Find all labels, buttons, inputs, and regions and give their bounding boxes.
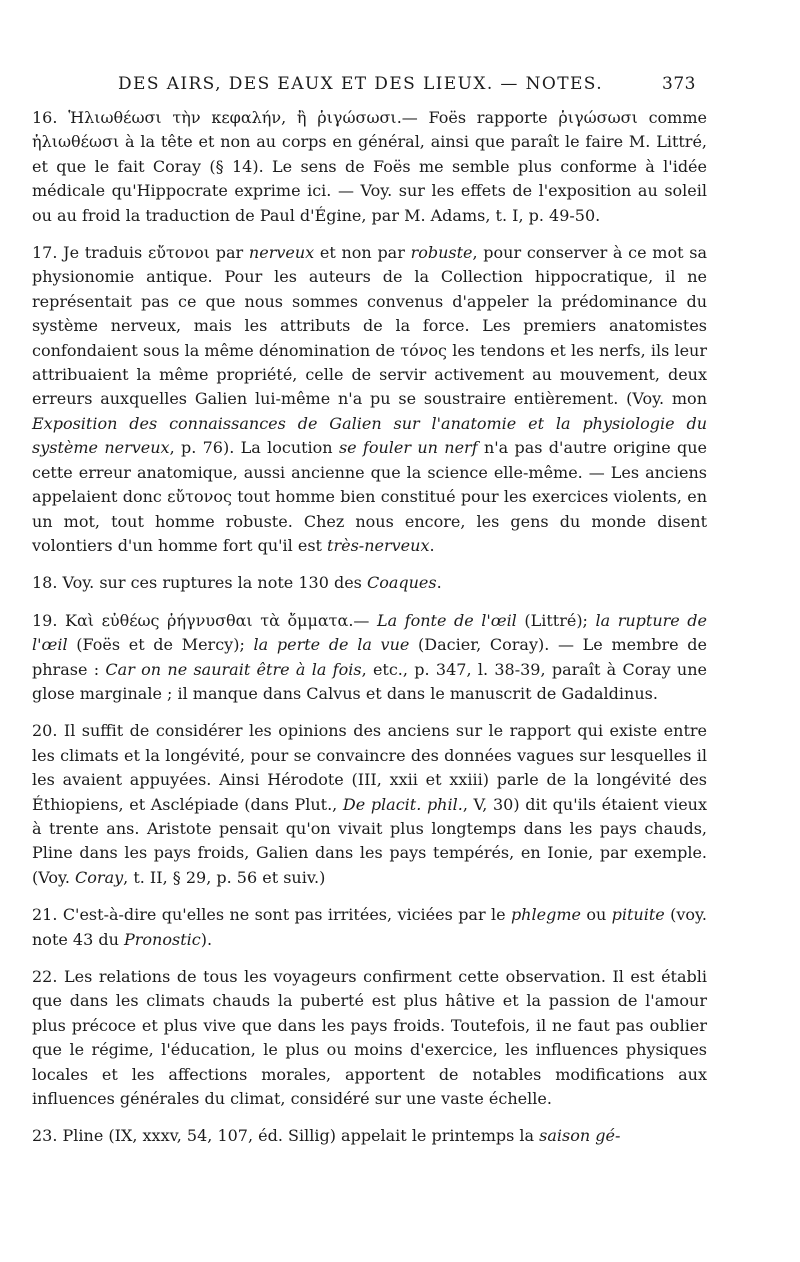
note-number: 20. [32, 721, 58, 741]
note-paragraph [32, 241, 707, 558]
italic-text: Car on ne saurait être à la fois [105, 659, 362, 679]
note-paragraph [32, 571, 707, 595]
note-22 [32, 965, 707, 1111]
note-21 [32, 903, 707, 952]
note-number: 22. [32, 967, 58, 986]
notes-body [32, 106, 707, 1162]
note-text: Voy. sur ces ruptures la note 130 des [57, 573, 367, 593]
note-text: , t. II, § 29, p. 56 et suiv.) [123, 867, 326, 887]
note-23 [32, 1124, 707, 1148]
note-number: 19. [32, 610, 58, 630]
note-text: C'est-à-dire qu'elles ne sont pas irritées, viciées par le [57, 905, 511, 925]
note-text: (Dacier, Coray). — Le membre de phrase : [32, 635, 708, 679]
italic-text: Coaques [366, 573, 437, 593]
italic-text: De placit. phil. [342, 794, 463, 814]
note-text: Il suffit de considérer les opinions des anciens sur le rapport qui existe entre les climats et la longévité, pour se convaincre des données vagues sur lesquelles il les avaient appuyées. Ainsi Hérodote (III, xxii et xxiii) parle de la longévité des Éthiopiens, et Asclépiade (dans Plut., [32, 721, 707, 814]
note-text: (Foës et de Mercy); [67, 635, 254, 655]
italic-text: La fonte de l'œil [376, 610, 517, 630]
note-text: Je traduis εὔτονοι par [57, 243, 249, 263]
italic-text: se fouler un nerf [338, 438, 478, 458]
note-text: , pour conserver à ce mot sa physionomie antique. Pour les auteurs de la Collection hippocratique, il ne représentait pas ce que nous sommes convenus d'appeler la prédominance du système nerveux, mais les attributs de la force. Les premiers anatomistes confondaient sous la même dénomination de τόνος les tendons et les nerfs, ils leur attribuaient la même propriété, celle de servir activement au mouvement, deux erreurs auxquelles Galien lui-même n'a pu se soustraire entièrement. (Voy. mon [32, 243, 707, 409]
note-text: et non par [314, 243, 411, 263]
note-text: ou [580, 905, 612, 925]
note-paragraph [32, 1124, 707, 1148]
note-17 [32, 241, 707, 558]
note-text: (Littré); [516, 610, 596, 630]
note-number: 18. [32, 573, 58, 593]
note-18 [32, 571, 707, 595]
italic-text: Coray [75, 867, 124, 887]
note-text: n'a pas d'autre origine que cette erreur anatomique, aussi ancienne que la science elle-même. — Les anciens appelaient donc εὔτονος tout homme bien constitué pour les exercices violents, en un mot, tout homme robuste. Chez nous encore, les gens du monde disent volontiers d'un homme fort qu'il est [32, 438, 708, 555]
note-19 [32, 609, 707, 707]
note-text: . [429, 535, 435, 555]
note-number: 23. [32, 1126, 58, 1146]
note-paragraph [32, 106, 707, 228]
note-text: Ἡλιωθέωσι τὴν κεφαλήν, ἢ ῥιγώσωσι.— Foës rapporte ῥιγώσωσι comme ἡλιωθέωσι à la tête et non au corps en général, ainsi que paraît le faire M. Littré, et que le fait Coray (§ 14). Le sens de Foës me semble plus conforme à l'idée médicale qu'Hippocrate exprime ici. — Voy. sur les effets de l'exposition au soleil ou au froid la traduction de Paul d'Égine, par M. Adams, t. I, p. 49-50. [32, 108, 707, 225]
note-paragraph [32, 719, 707, 890]
italic-text: nerveux [248, 243, 315, 263]
note-number: 21. [32, 905, 58, 925]
italic-text: pituite [611, 905, 665, 925]
note-number: 17. [32, 243, 58, 263]
note-text: , etc., p. 347, l. 38-39, paraît à Coray une glose marginale ; il manque dans Calvus et dans le manuscrit de Gadaldinus. [32, 659, 708, 703]
note-text: Les relations de tous les voyageurs confirment cette observation. Il est établi que dans les climats chauds la puberté est plus hâtive et la passion de l'amour plus précoce et plus vive que dans les pays froids. Toutefois, il ne faut pas oublier que le régime, l'éducation, le plus ou moins d'exercice, les influences physiques locales et les affections morales, apportent de notables modifications aux influences générales du climat, considéré sur une vaste échelle. [32, 967, 707, 1109]
page-number: 373 [662, 74, 696, 94]
note-text: (voy. note 43 du [32, 905, 708, 949]
italic-text: la rupture de l'œil [32, 610, 708, 655]
note-paragraph [32, 609, 707, 707]
note-paragraph [32, 965, 707, 1111]
italic-text: Pronostic [124, 929, 201, 949]
note-text: . [436, 573, 442, 593]
note-text: , V, 30) dit qu'ils étaient vieux à trente ans. Aristote pensait qu'on vivait plus longtemps dans les pays chauds, Pline dans les pays froids, Galien dans les pays tempérés, en Ionie, par exemple. (Voy. [32, 794, 708, 887]
page-header [118, 74, 696, 94]
italic-text: robuste [410, 243, 473, 263]
italic-text: saison gé- [539, 1126, 621, 1146]
note-number: 16. [32, 108, 58, 127]
note-text: Καὶ εὐθέως ῥήγνυσθαι τὰ ὄμματα.— [57, 610, 377, 630]
running-title: DES AIRS, DES EAUX ET DES LIEUX. — NOTES. [118, 74, 604, 94]
note-paragraph [32, 903, 707, 952]
italic-text: la perte de la vue [253, 635, 410, 655]
italic-text: très-nerveux [327, 535, 430, 555]
italic-text: Exposition des connaissances de Galien sur l'anatomie et la physiologie du système nerveux [32, 413, 707, 458]
note-text: , p. 76). La locution [169, 438, 339, 458]
note-text: Pline (IX, xxxv, 54, 107, éd. Sillig) appelait le printemps la [57, 1126, 540, 1146]
note-16 [32, 106, 707, 228]
note-text: ). [200, 929, 213, 949]
note-20 [32, 719, 707, 890]
italic-text: phlegme [510, 905, 581, 925]
